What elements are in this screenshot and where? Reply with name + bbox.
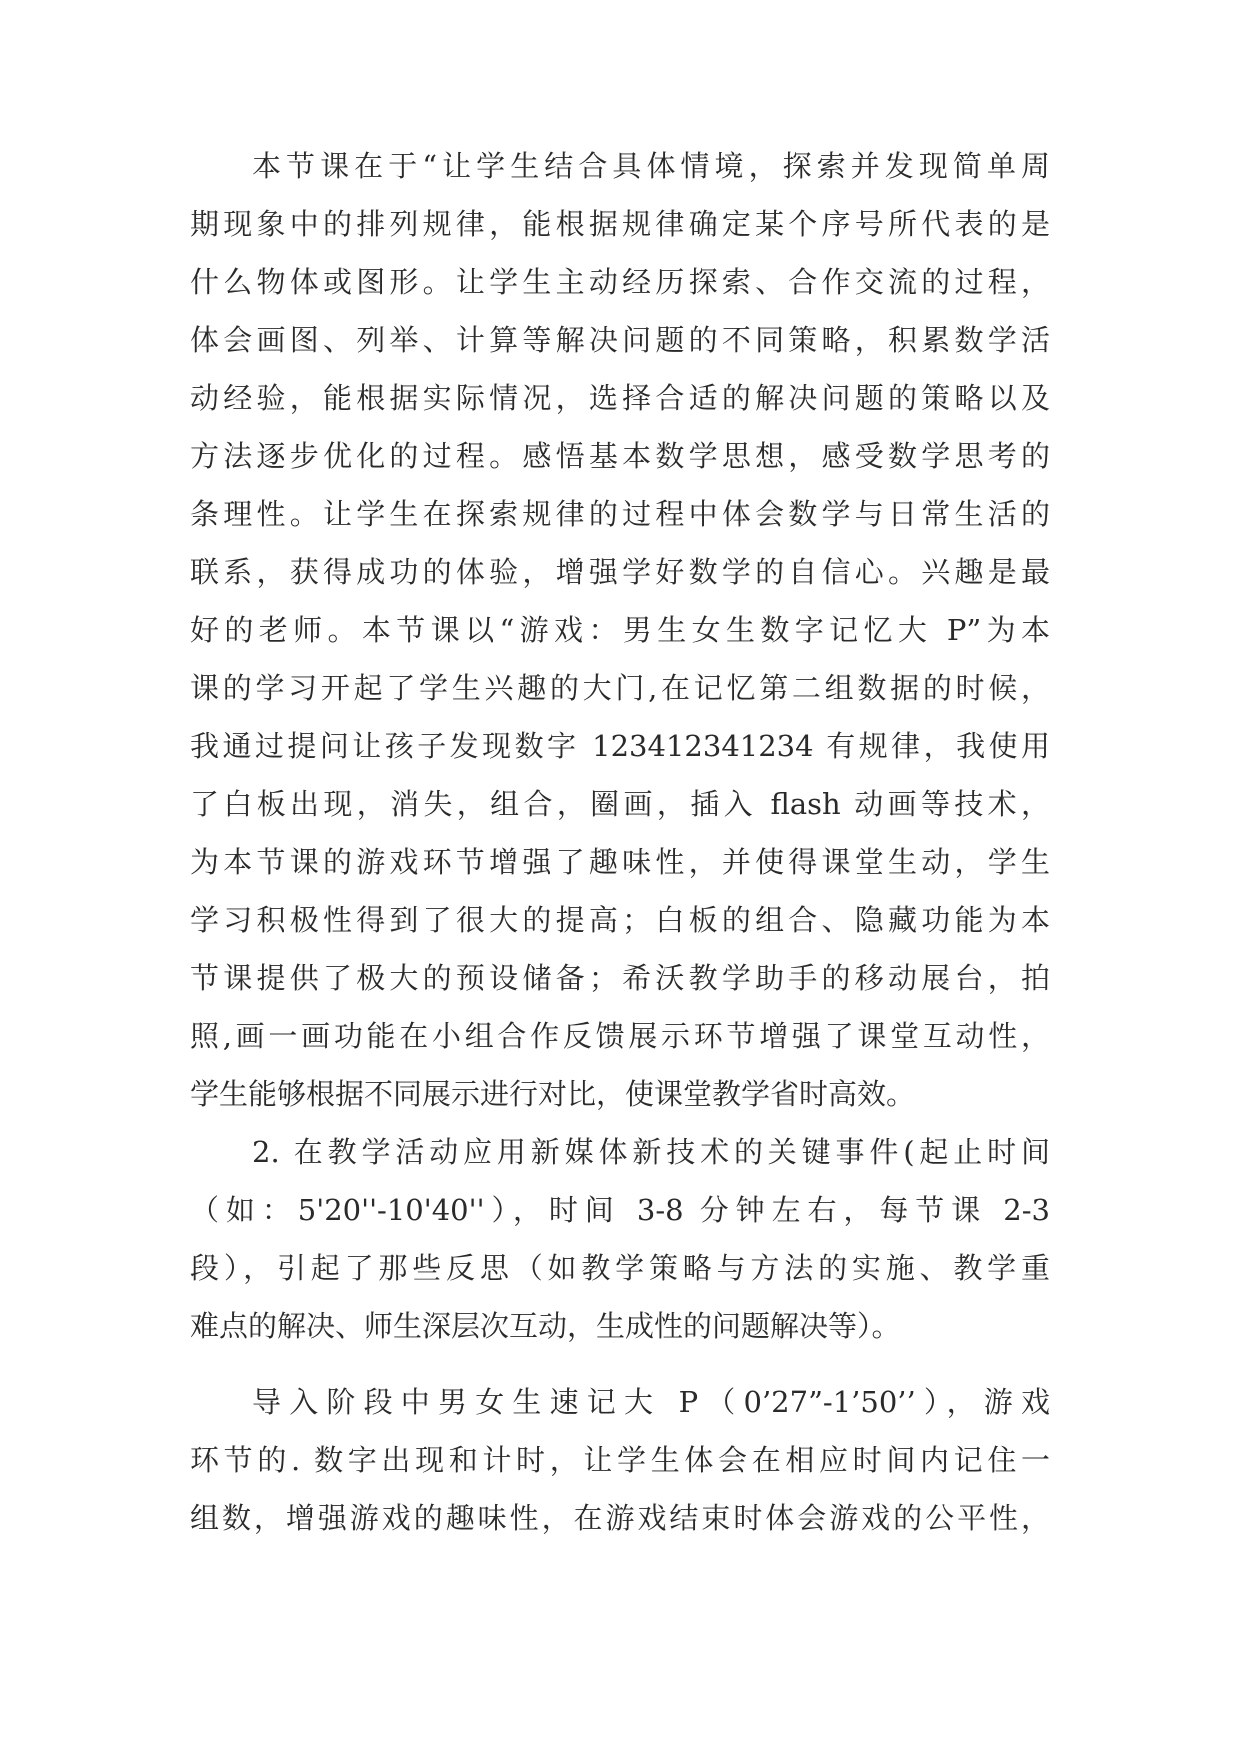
paragraph-1-line-6: 方法逐步优化的过程。感悟基本数学思想，感受数学思考的 (190, 439, 1050, 473)
paragraph-1-line-8: 联系，获得成功的体验，增强学好数学的自信心。兴趣是最 (190, 555, 1050, 589)
paragraph-1-line-7: 条理性。让学生在探索规律的过程中体会数学与日常生活的 (190, 497, 1050, 531)
paragraph-1-line-4: 体会画图、列举、计算等解决问题的不同策略，积累数学活 (190, 323, 1050, 357)
paragraph-1-line-12: 了白板出现，消失，组合，圈画，插入 flash 动画等技术， (190, 787, 1050, 821)
paragraph-1-line-11: 我通过提问让孩子发现数字 123412341234 有规律，我使用 (190, 729, 1050, 763)
paragraph-1-line-17: 学生能够根据不同展示进行对比，使课堂教学省时高效。 (190, 1077, 916, 1111)
paragraph-2-line-3: 段），引起了那些反思（如教学策略与方法的实施、教学重 (190, 1251, 1050, 1285)
paragraph-1-line-3: 什么物体或图形。让学生主动经历探索、合作交流的过程， (190, 265, 1050, 299)
paragraph-1-line-9: 好的老师。本节课以“游戏：男生女生数字记忆大 P”为本 (190, 613, 1050, 647)
paragraph-1-line-2: 期现象中的排列规律，能根据规律确定某个序号所代表的是 (190, 207, 1050, 241)
paragraph-1-line-10: 课的学习开起了学生兴趣的大门,在记忆第二组数据的时候， (190, 671, 1050, 705)
paragraph-3-line-2: 环节的. 数字出现和计时，让学生体会在相应时间内记住一 (190, 1443, 1050, 1477)
paragraph-3-line-1: 导入阶段中男女生速记大 P（0’27”-1’50’’），游戏 (252, 1385, 1050, 1419)
paragraph-1-line-15: 节课提供了极大的预设储备；希沃教学助手的移动展台，拍 (190, 961, 1050, 995)
paragraph-1-line-14: 学习积极性得到了很大的提高；白板的组合、隐藏功能为本 (190, 903, 1050, 937)
paragraph-1-line-1: 本节课在于“让学生结合具体情境，探索并发现简单周 (252, 149, 1050, 183)
paragraph-2-line-4: 难点的解决、师生深层次互动，生成性的问题解决等）。 (190, 1309, 901, 1343)
paragraph-1-line-5: 动经验，能根据实际情况，选择合适的解决问题的策略以及 (190, 381, 1050, 415)
paragraph-1-line-13: 为本节课的游戏环节增强了趣味性，并使得课堂生动，学生 (190, 845, 1050, 879)
paragraph-3-line-3: 组数，增强游戏的趣味性，在游戏结束时体会游戏的公平性， (190, 1501, 1050, 1535)
paragraph-2-line-1: 2. 在教学活动应用新媒体新技术的关键事件(起止时间 (252, 1135, 1050, 1169)
paragraph-2-line-2: （如：5'20''-10'40''），时间 3-8 分钟左右，每节课 2-3 (190, 1193, 1050, 1227)
paragraph-1-line-16: 照,画一画功能在小组合作反馈展示环节增强了课堂互动性， (190, 1019, 1050, 1053)
